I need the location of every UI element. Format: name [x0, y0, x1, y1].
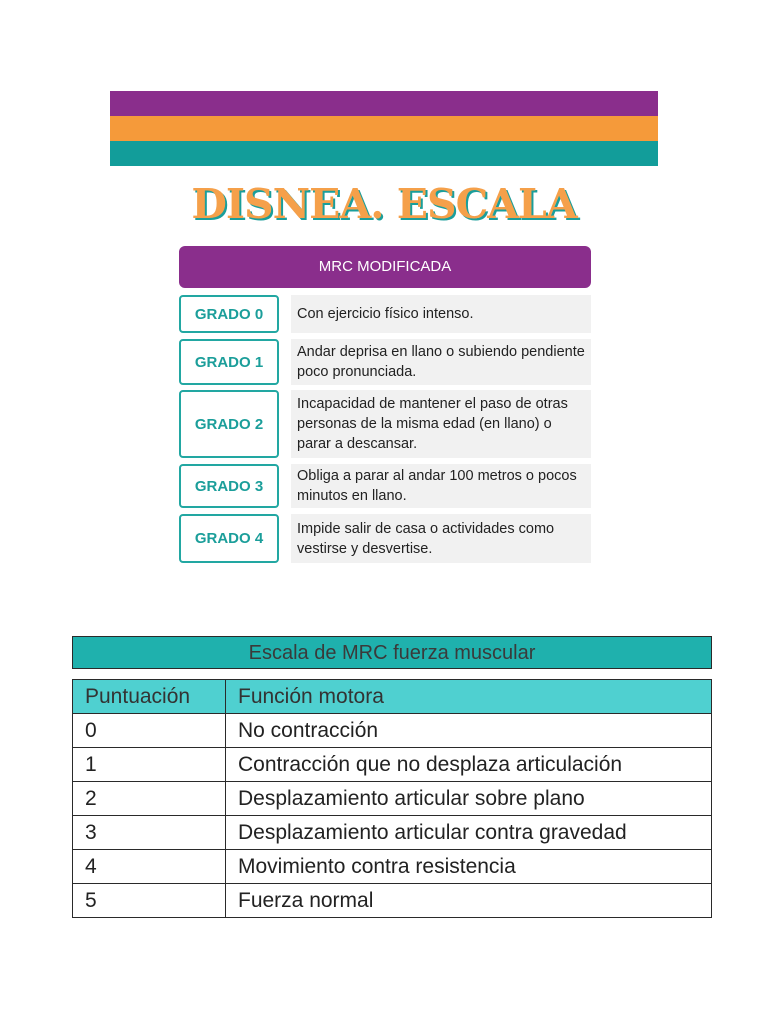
page-title: DISNEA. ESCALA	[191, 180, 577, 228]
grade-description: Impide salir de casa o actividades como vestirse y desvertise.	[291, 514, 591, 563]
score-cell: 0	[73, 714, 226, 748]
table-row	[73, 884, 712, 918]
grade-description: Con ejercicio físico intenso.	[291, 295, 591, 333]
grade-description: Andar deprisa en llano o subiendo pendiente poco pronunciada.	[291, 339, 591, 385]
score-cell: 1	[73, 748, 226, 782]
column-header-puntuacion: Puntuación	[73, 680, 226, 714]
score-cell: 2	[73, 782, 226, 816]
table-header-row	[73, 680, 712, 714]
function-cell: Fuerza normal	[226, 884, 712, 918]
function-cell: Contracción que no desplaza articulación	[226, 748, 712, 782]
mrc-table	[72, 679, 712, 918]
grade-label: GRADO 4	[179, 514, 279, 563]
teal-stripe	[110, 141, 658, 166]
table-row	[73, 714, 712, 748]
column-header-funcion: Función motora	[226, 680, 712, 714]
grade-label: GRADO 0	[179, 295, 279, 333]
score-cell: 5	[73, 884, 226, 918]
grade-description: Incapacidad de mantener el paso de otras personas de la misma edad (en llano) o parar a descansar.	[291, 390, 591, 458]
table-row	[73, 782, 712, 816]
fuerza-muscular-table	[72, 636, 712, 918]
function-cell: No contracción	[226, 714, 712, 748]
table-title: Escala de MRC fuerza muscular	[72, 636, 712, 669]
grade-label: GRADO 2	[179, 390, 279, 458]
grade-description: Obliga a parar al andar 100 metros o pocos minutos en llano.	[291, 464, 591, 508]
table-row	[73, 816, 712, 850]
score-cell: 3	[73, 816, 226, 850]
grade-label: GRADO 3	[179, 464, 279, 508]
grade-label: GRADO 1	[179, 339, 279, 385]
orange-stripe	[110, 116, 658, 141]
function-cell: Desplazamiento articular contra gravedad	[226, 816, 712, 850]
table-row	[73, 850, 712, 884]
purple-stripe	[110, 91, 658, 116]
function-cell: Desplazamiento articular sobre plano	[226, 782, 712, 816]
mrc-modificada-header: MRC MODIFICADA	[179, 246, 591, 288]
score-cell: 4	[73, 850, 226, 884]
color-stripes	[110, 91, 658, 166]
function-cell: Movimiento contra resistencia	[226, 850, 712, 884]
table-row	[73, 748, 712, 782]
